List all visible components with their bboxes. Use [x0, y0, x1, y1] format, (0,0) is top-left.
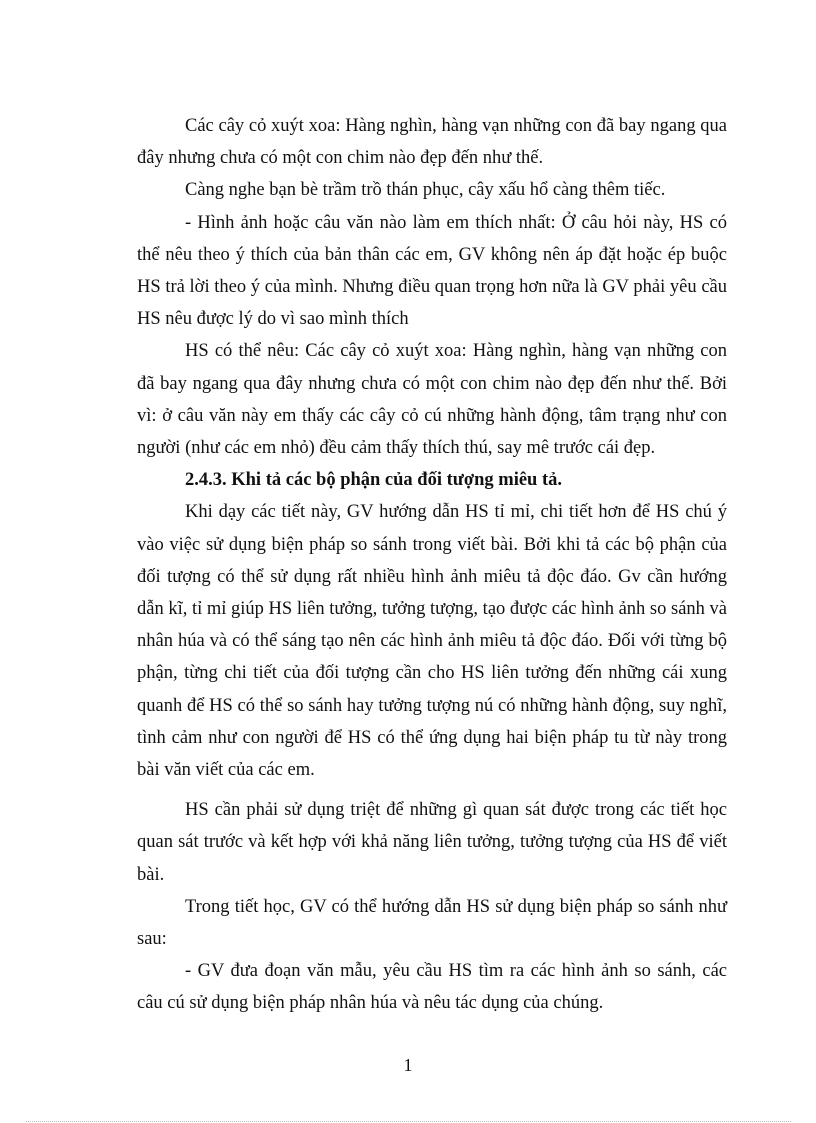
page-number: 1 [403, 1055, 413, 1075]
paragraph-3: - Hình ảnh hoặc câu văn nào làm em thích nhất: Ở câu hỏi này, HS có thể nêu theo ý thích của bản thân các em, GV không nên áp đặt hoặc ép buộc HS trả lời theo ý của mình. Nhưng điều quan trọng hơn nữa là GV phải yêu cầu HS nêu được lý do vì sao mình thích [137, 212, 727, 330]
section-heading: 2.4.3. Khi tả các bộ phận của đối tượng miêu tả. [185, 470, 562, 491]
page-content [137, 110, 727, 1020]
section-paragraph-1: Khi dạy các tiết này, GV hướng dẫn HS tỉ mỉ, chi tiết hơn để HS chú ý vào việc sử dụng biện pháp so sánh trong viết bài. Bởi khi tả các bộ phận của đối tượng có thể sử dụng rất nhiều hình ảnh miêu tả độc đáo. Gv cần hướng dẫn kĩ, tỉ mỉ giúp HS liên tưởng, tưởng tượng, tạo được các hình ảnh so sánh và nhân húa và có thể sáng tạo nên các hình ảnh miêu tả độc đáo. Đối với từng bộ phận, từng chi tiết của đối tượng cần cho HS liên tưởng đến những cái xung quanh để HS có thể so sánh hay tưởng tượng nú có những hành động, suy nghĩ, tình cảm như con người để HS có thể ứng dụng hai biện pháp tu từ này trong bài văn viết của các em. [137, 502, 727, 781]
section-paragraph-3: Trong tiết học, GV có thể hướng dẫn HS sử dụng biện pháp so sánh như sau: [137, 896, 727, 950]
paragraph-1: Các cây cỏ xuýt xoa: Hàng nghìn, hàng vạn những con đã bay ngang qua đây nhưng chưa có một con chim nào đẹp đến như thế. [137, 116, 727, 169]
paragraph-2: Càng nghe bạn bè trầm trồ thán phục, cây xấu hổ càng thêm tiếc. [185, 180, 666, 201]
section-paragraph-2: HS cần phải sử dụng triệt để những gì quan sát được trong các tiết học quan sát trước và kết hợp với khả năng liên tưởng, tưởng tượng của HS để viết bài. [137, 800, 727, 885]
paragraph-4: HS có thể nêu: Các cây cỏ xuýt xoa: Hàng nghìn, hàng vạn những con đã bay ngang qua đây nhưng chưa có một con chim nào đẹp đến như thế. Bởi vì: ở câu văn này em thấy các cây cỏ cú những hành động, tâm trạng như con người (như các em nhỏ) đều cảm thấy thích thú, say mê trước cái đẹp. [137, 341, 727, 459]
page-bottom-divider [26, 1121, 791, 1122]
section-paragraph-4: - GV đưa đoạn văn mẫu, yêu cầu HS tìm ra các hình ảnh so sánh, các câu cú sử dụng biện pháp nhân húa và nêu tác dụng của chúng. [137, 961, 727, 1014]
